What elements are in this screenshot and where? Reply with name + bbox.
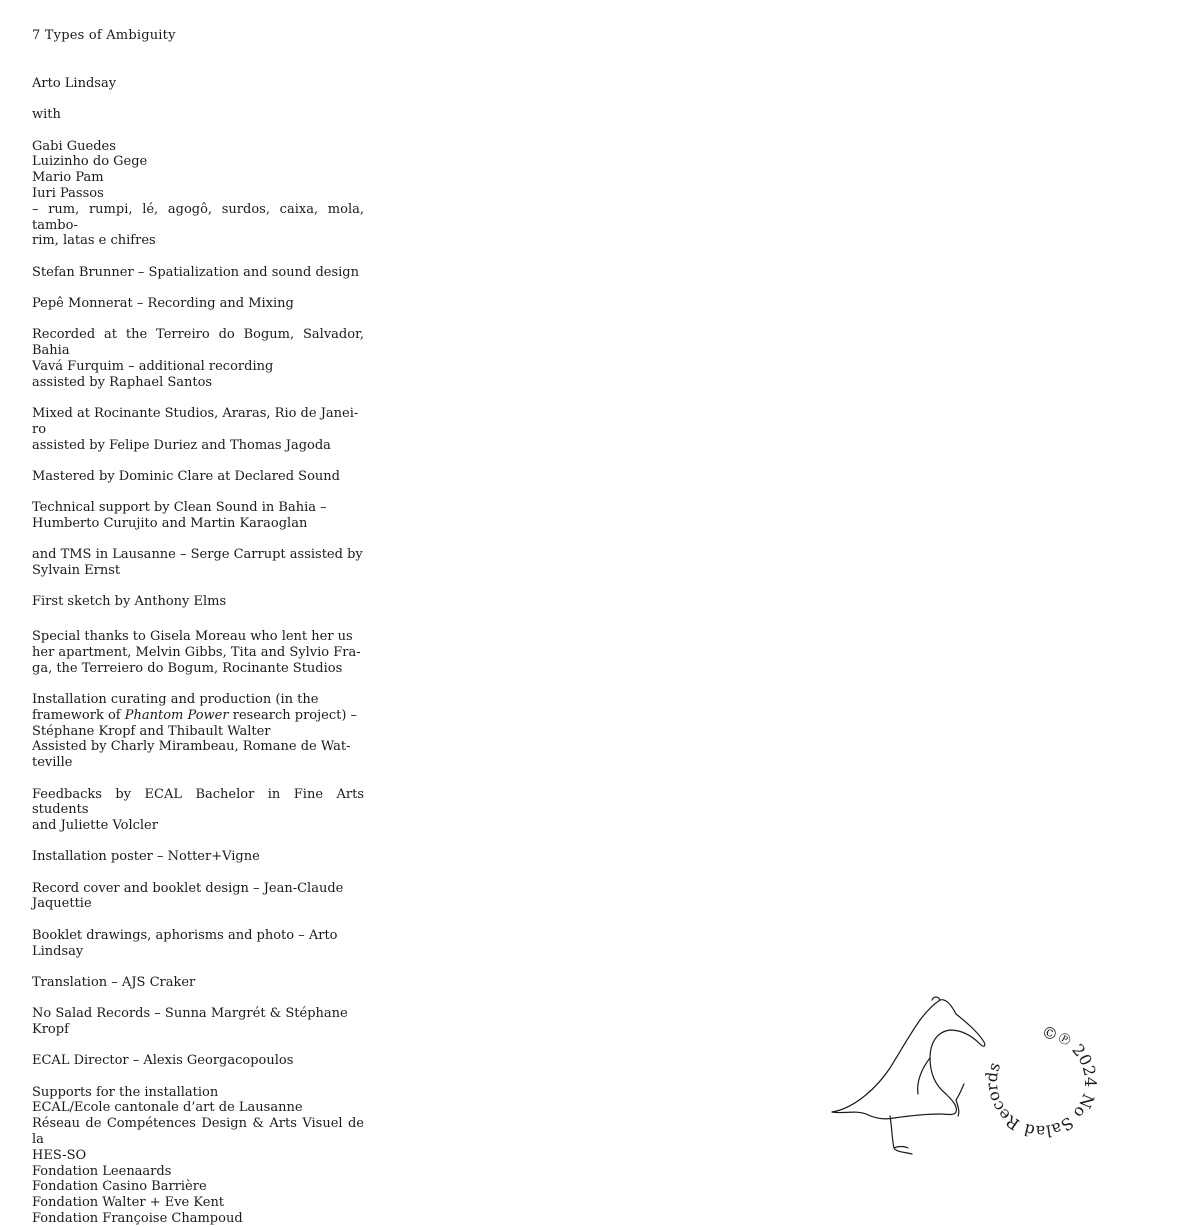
credit-tms: and TMS in Lausanne – Serge Carrupt assisted by Sylvain Ernst bbox=[32, 547, 363, 579]
logo-circle-text: ©℗ 2024 No Salad Records bbox=[981, 1022, 1100, 1142]
credit-percussionists bbox=[32, 139, 364, 250]
credit-installation: Installation curating and production (in the framework of Phantom Power research project) – Stéphane Kropf and Thibault Walter Assisted by Charly Mirambeau, Romane de Wat- teville bbox=[32, 692, 358, 771]
credit-artist: Arto Lindsay bbox=[32, 76, 117, 91]
credit-drawings: Booklet drawings, aphorisms and photo – Arto Lindsay bbox=[32, 927, 338, 959]
label-logo-svg bbox=[826, 990, 1106, 1180]
credits-text bbox=[32, 76, 364, 1227]
credit-recorded-at: Recorded at the Terreiro do Bogum, Salvador, Bahia Vavá Furquim – additional recording assisted by Raphael Santos bbox=[32, 327, 364, 390]
credit-with: with bbox=[32, 107, 61, 123]
credit-mixed-at: Mixed at Rocinante Studios, Araras, Rio de Janei- ro assisted by Felipe Duriez and Thomas Jagoda bbox=[32, 405, 359, 453]
musician-name: Gabi Guedes bbox=[32, 138, 116, 154]
credit-feedbacks: Feedbacks by ECAL Bachelor in Fine Arts students and Juliette Volcler bbox=[32, 786, 364, 834]
project-name: Phantom Power bbox=[124, 707, 229, 723]
credit-thanks: Special thanks to Gisela Moreau who lent her us her apartment, Melvin Gibbs, Tita and Sylvio Fra- ga, the Terreiero do Bogum, Rocinante Studios bbox=[32, 629, 361, 676]
credit-supports: Supports for the installation ECAL/Ecole cantonale d’art de Lausanne Réseau de Compétences Design & Arts Visuel de la HES-SO Fondation Leenaards Fondation Casino Barrière Fondation Walter + Eve Kent Fondation Françoise Champoud bbox=[32, 1084, 364, 1226]
instruments-line: rim, latas e chifres bbox=[32, 233, 156, 249]
credit-cover-design: Record cover and booklet design – Jean-Claude Jaquettie bbox=[32, 880, 344, 912]
musician-name: Luizinho do Gege bbox=[32, 154, 148, 170]
credit-recording: Pepê Monnerat – Recording and Mixing bbox=[32, 295, 294, 311]
credit-technical-support: Technical support by Clean Sound in Bahia – Humberto Curujito and Martin Karaoglan bbox=[32, 500, 327, 531]
credit-poster: Installation poster – Notter+Vigne bbox=[32, 849, 260, 865]
instruments-line: – rum, rumpi, lé, agogô, surdos, caixa, mola, tambo- bbox=[32, 201, 364, 233]
credit-director: ECAL Director – Alexis Georgacopoulos bbox=[32, 1053, 294, 1069]
credit-sketch: First sketch by Anthony Elms bbox=[32, 594, 227, 610]
credit-translation: Translation – AJS Craker bbox=[32, 974, 196, 990]
credit-mastered: Mastered by Dominic Clare at Declared Sound bbox=[32, 468, 340, 484]
credit-spatialization: Stefan Brunner – Spatialization and sound design bbox=[32, 264, 359, 280]
bird-line-drawing-icon bbox=[832, 997, 985, 1154]
label-logo bbox=[826, 990, 1106, 1180]
musician-name: Iuri Passos bbox=[32, 185, 104, 201]
album-title: 7 Types of Ambiguity bbox=[32, 28, 176, 43]
credit-label: No Salad Records – Sunna Margrét & Stéphane Kropf bbox=[32, 1006, 348, 1037]
musician-name: Mario Pam bbox=[32, 170, 104, 186]
